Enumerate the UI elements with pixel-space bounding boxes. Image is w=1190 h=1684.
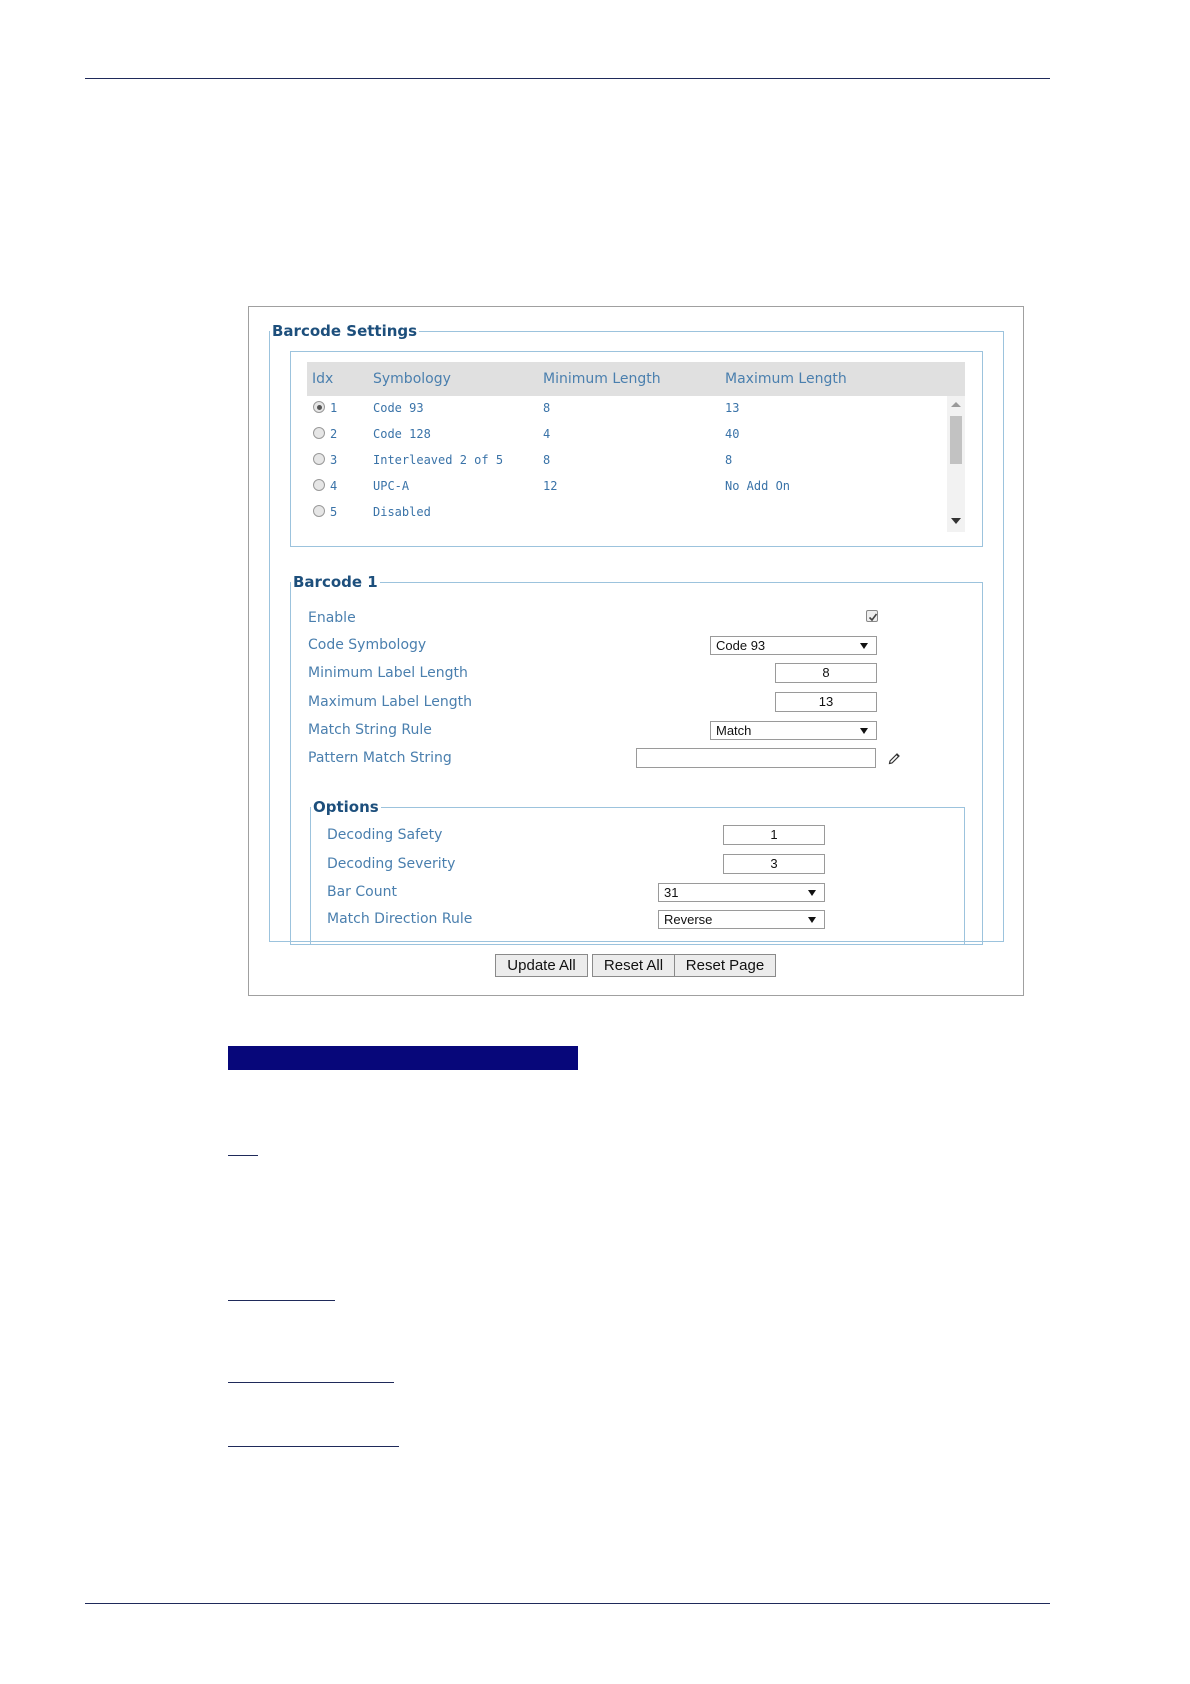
code-symbology-label: Code Symbology xyxy=(308,637,427,653)
row-symbology: Disabled xyxy=(373,505,431,519)
page-bottom-rule xyxy=(85,1603,1050,1604)
header-symbology[interactable]: Symbology xyxy=(373,371,451,387)
code-symbology-select[interactable] xyxy=(710,636,877,655)
barcode-1-legend: Barcode 1 xyxy=(293,573,378,591)
chevron-down-icon xyxy=(860,728,868,734)
scroll-down-icon[interactable] xyxy=(951,518,961,524)
row-radio[interactable] xyxy=(313,505,325,517)
header-maximum-length[interactable]: Maximum Length xyxy=(725,371,847,387)
match-direction-rule-value: Reverse xyxy=(664,912,713,927)
update-all-button[interactable]: Update All xyxy=(495,954,588,977)
row-idx: 2 xyxy=(330,427,338,441)
row-symbology: Interleaved 2 of 5 xyxy=(373,453,504,467)
row-radio[interactable] xyxy=(313,427,325,439)
underline-rule xyxy=(228,1382,394,1383)
symbology-table xyxy=(307,362,965,532)
row-min-length: 8 xyxy=(543,453,551,467)
options-legend: Options xyxy=(313,798,379,816)
code-symbology-value: Code 93 xyxy=(716,638,766,653)
row-radio[interactable] xyxy=(313,479,325,491)
min-label-length-label: Minimum Label Length xyxy=(308,665,468,681)
pencil-icon[interactable] xyxy=(887,750,902,765)
row-symbology: Code 128 xyxy=(373,427,431,441)
row-symbology: UPC-A xyxy=(373,479,410,493)
table-row[interactable] xyxy=(307,396,947,422)
pattern-match-string-input[interactable] xyxy=(636,748,876,768)
table-row[interactable] xyxy=(307,422,947,448)
max-label-length-label: Maximum Label Length xyxy=(308,694,472,710)
match-direction-rule-label: Match Direction Rule xyxy=(327,911,473,927)
row-max-length: No Add On xyxy=(725,479,791,493)
row-max-length: 13 xyxy=(725,401,740,415)
match-direction-rule-select[interactable] xyxy=(658,910,825,929)
chevron-down-icon xyxy=(860,643,868,649)
min-label-length-input[interactable]: 8 xyxy=(775,663,877,683)
row-idx: 1 xyxy=(330,401,338,415)
symbology-table-group xyxy=(290,351,983,547)
max-label-length-input[interactable]: 13 xyxy=(775,692,877,712)
row-symbology: Code 93 xyxy=(373,401,424,415)
row-idx: 3 xyxy=(330,453,338,467)
row-min-length: 12 xyxy=(543,479,558,493)
chevron-down-icon xyxy=(808,890,816,896)
row-idx: 4 xyxy=(330,479,338,493)
match-string-rule-select[interactable] xyxy=(710,721,877,740)
reset-all-button[interactable]: Reset All xyxy=(592,954,675,977)
table-row[interactable] xyxy=(307,500,947,526)
barcode-settings-legend: Barcode Settings xyxy=(272,322,418,340)
underline-rule xyxy=(228,1155,258,1156)
page-top-rule xyxy=(85,78,1050,79)
barcode-settings-group xyxy=(269,323,1004,942)
decoding-severity-label: Decoding Severity xyxy=(327,856,456,872)
screenshot-frame xyxy=(248,306,1024,996)
row-radio[interactable] xyxy=(313,401,325,413)
pattern-match-string-label: Pattern Match String xyxy=(308,750,452,766)
barcode-1-group xyxy=(290,574,983,945)
enable-label: Enable xyxy=(308,610,356,626)
header-idx[interactable]: Idx xyxy=(312,371,334,387)
row-max-length: 8 xyxy=(725,453,733,467)
header-minimum-length[interactable]: Minimum Length xyxy=(543,371,661,387)
decoding-severity-input[interactable]: 3 xyxy=(723,854,825,874)
bar-count-label: Bar Count xyxy=(327,884,397,900)
decoding-safety-label: Decoding Safety xyxy=(327,827,443,843)
row-idx: 5 xyxy=(330,505,338,519)
bar-count-select[interactable] xyxy=(658,883,825,902)
figure-caption-bar xyxy=(228,1046,578,1070)
chevron-down-icon xyxy=(808,917,816,923)
row-min-length: 4 xyxy=(543,427,551,441)
bar-count-value: 31 xyxy=(664,885,679,900)
match-string-rule-value: Match xyxy=(716,723,752,738)
table-row[interactable] xyxy=(307,448,947,474)
underline-rule xyxy=(228,1446,399,1447)
row-min-length: 8 xyxy=(543,401,551,415)
scrollbar-thumb[interactable] xyxy=(950,416,962,464)
decoding-safety-input[interactable]: 1 xyxy=(723,825,825,845)
row-radio[interactable] xyxy=(313,453,325,465)
checkmark-icon xyxy=(867,611,879,623)
match-string-rule-label: Match String Rule xyxy=(308,722,432,738)
table-row[interactable] xyxy=(307,474,947,500)
table-header xyxy=(307,362,965,396)
options-group xyxy=(310,799,965,945)
underline-rule xyxy=(228,1300,335,1301)
table-scrollbar[interactable] xyxy=(947,396,965,532)
scroll-up-icon[interactable] xyxy=(951,402,961,407)
row-max-length: 40 xyxy=(725,427,740,441)
reset-page-button[interactable]: Reset Page xyxy=(674,954,776,977)
enable-checkbox[interactable] xyxy=(866,610,878,622)
